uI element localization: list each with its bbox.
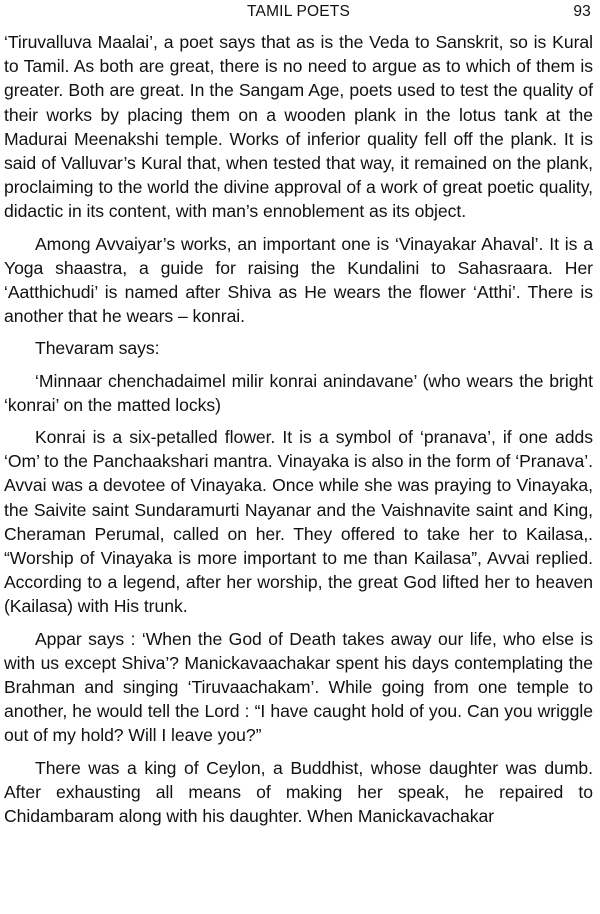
paragraph-appar-says: Appar says : ‘When the God of Death takes away our life, who else is with us except Shiva’? Manickavaachakar spent his days contemplating the Brahman and singing ‘Tiruvaachakam’. While going from one temple to another, he would tell the Lord : “I have caught hold of you. Can you wriggle out of my hold? Will I leave you?” xyxy=(4,628,593,746)
body-text xyxy=(4,30,593,828)
paragraph-tiruvalluva-maalai: ‘Tiruvalluva Maalai’, a poet says that as is the Veda to Sanskrit, so is Kural to Tamil. As both are great, there is no need to argue as to which of them is greater. Both are great. In the Sangam Age, poets used to test the quality of their works by placing them on a wooden plank in the lotus tank at the Madurai Meenakshi temple. Works of inferior quality fell off the plank. It is said of Valluvar’s Kural that, when tested that way, it remained on the plank, proclaiming to the world the divine approval of a work of great poetic quality, didactic in its content, with man’s ennoblement as its object. xyxy=(4,32,593,222)
page-number: 93 xyxy=(573,3,591,20)
paragraph-avvaiyar-works: Among Avvaiyar’s works, an important one is ‘Vinayakar Ahaval’. It is a Yoga shaastra, a guide for raising the Kundalini to Sahasraara. Her ‘Aatthichudi’ is named after Shiva as He wears the flower ‘Atthi’. There is another that he wears – konrai. xyxy=(4,233,593,327)
paragraph-thevaram-says: Thevaram says: xyxy=(35,338,160,359)
paragraph-king-of-ceylon: There was a king of Ceylon, a Buddhist, whose daughter was dumb. After exhausting all means of making her speak, he repaired to Chidambaram along with his daughter. When Manickavachakar xyxy=(4,757,593,827)
paragraph-thevaram-quote: ‘Minnaar chenchadaimel milir konrai anindavane’ (who wears the bright ‘konrai’ on the matted locks) xyxy=(4,370,593,415)
running-title: TAMIL POETS xyxy=(247,3,350,20)
page-header xyxy=(4,0,593,24)
paragraph-konrai: Konrai is a six-petalled flower. It is a symbol of ‘pranava’, if one adds ‘Om’ to the Panchaakshari mantra. Vinayaka is also in the form of ‘Pranava’. Avvai was a devotee of Vinayaka. Once while she was praying to Vinayaka, the Saivite saint Sundaramurti Nayanar and the Vaishnavite saint and King, Cheraman Perumal, called on her. They offered to take her to Kailasa,. “Worship of Vinayaka is more important to me than Kailasa”, Avvai replied. According to a legend, after her worship, the great God lifted her to heaven (Kailasa) with His trunk. xyxy=(4,427,593,617)
